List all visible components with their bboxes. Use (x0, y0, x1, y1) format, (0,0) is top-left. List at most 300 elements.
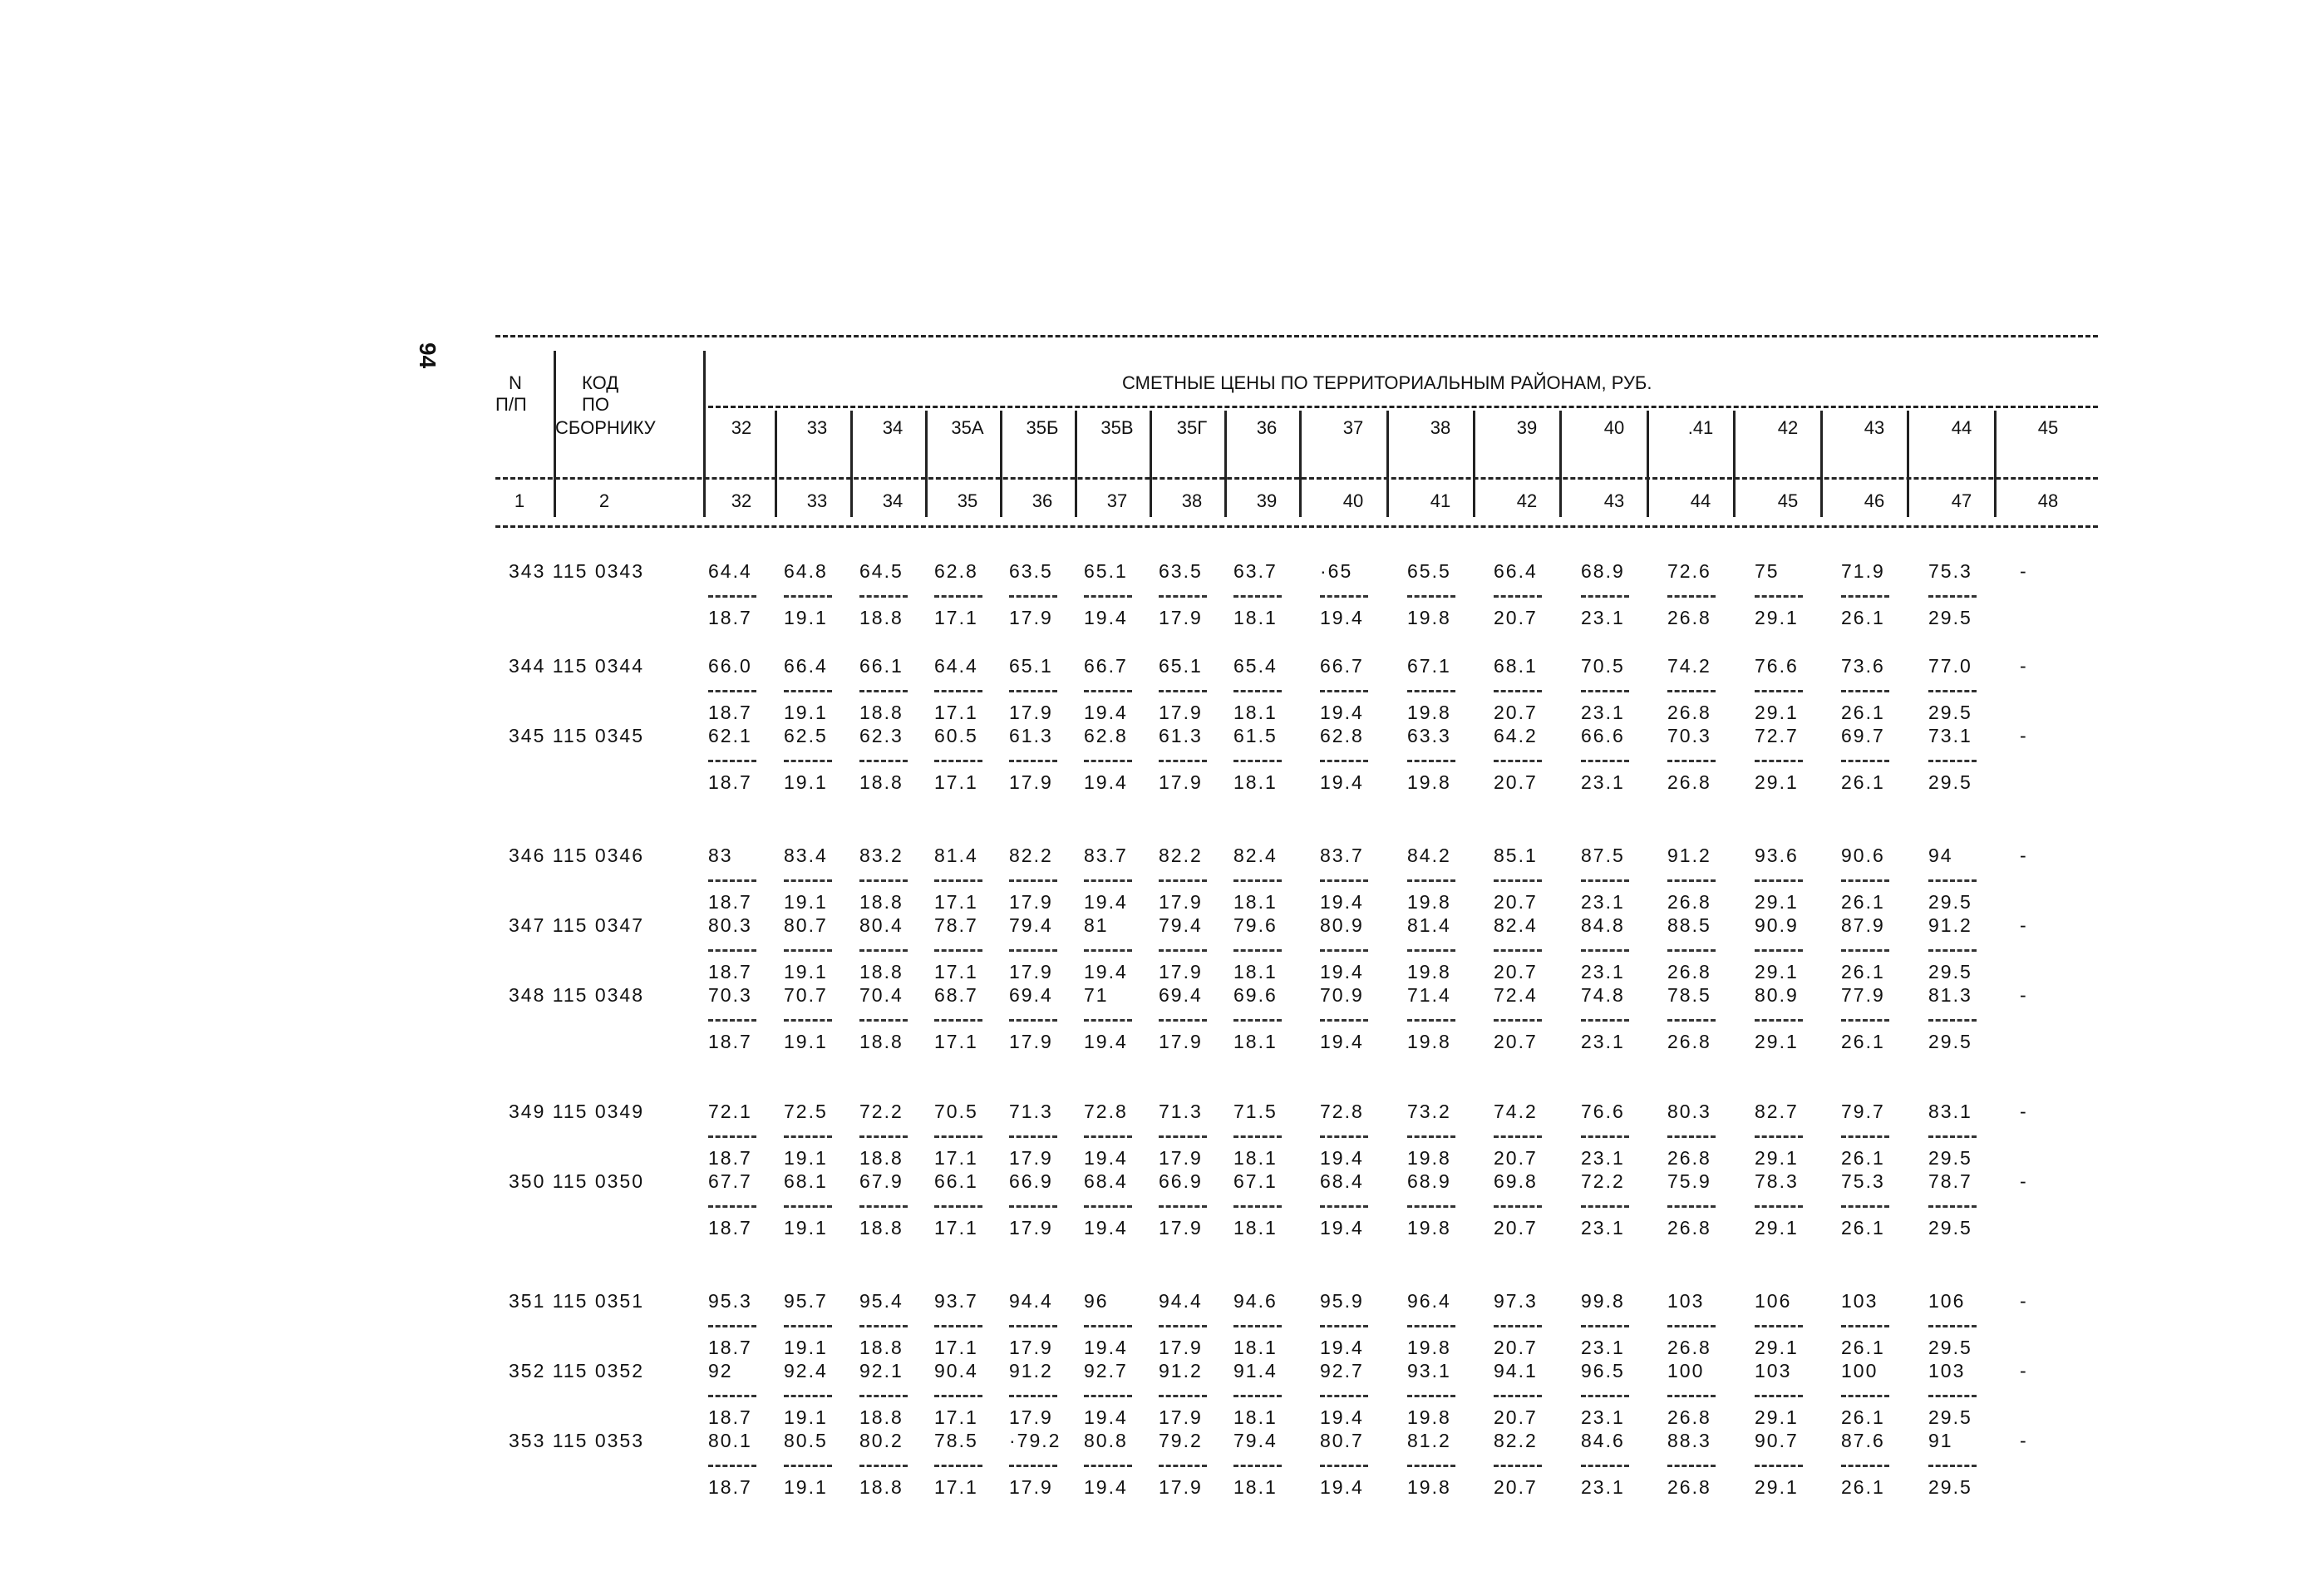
fraction-rule (1084, 949, 1132, 952)
price-value: 63.5 (1009, 560, 1053, 582)
price-value: 80.9 (1755, 984, 1799, 1006)
labor-value: 26.1 (1841, 771, 1885, 793)
fraction-rule (1009, 595, 1057, 598)
price-value: 79.4 (1233, 1430, 1278, 1451)
labor-value: 19.4 (1320, 891, 1364, 913)
labor-value: 18.7 (708, 1147, 752, 1169)
price-value: 67.7 (708, 1170, 752, 1192)
labor-value: 18.7 (708, 1406, 752, 1428)
labor-value: 17.9 (1159, 1337, 1203, 1358)
district-header: 37 (1342, 417, 1364, 438)
price-value: 92.7 (1320, 1360, 1364, 1381)
fraction-rule (1084, 879, 1132, 882)
header-code-label-po: ПО (582, 394, 609, 415)
fraction-rule (934, 1395, 982, 1397)
price-value: 71 (1084, 984, 1109, 1006)
labor-value: 19.4 (1084, 1147, 1128, 1169)
price-value: 73.2 (1407, 1101, 1451, 1122)
fraction-rule (1159, 1135, 1207, 1138)
price-value: 95.3 (708, 1290, 752, 1312)
labor-value: 19.4 (1320, 771, 1364, 793)
fraction-rule (1494, 1135, 1542, 1138)
fraction-rule (1407, 1205, 1455, 1208)
fraction-rule (708, 1019, 756, 1022)
price-value: 87.6 (1841, 1430, 1885, 1451)
price-value: 83.7 (1320, 845, 1364, 866)
fraction-rule (1841, 760, 1889, 762)
price-value: 72.2 (1581, 1170, 1625, 1192)
fraction-rule (1159, 760, 1207, 762)
labor-value: 17.9 (1009, 607, 1053, 628)
labor-value: 19.4 (1320, 1217, 1364, 1239)
labor-value: 23.1 (1581, 771, 1625, 793)
price-value: 74.2 (1667, 655, 1711, 677)
price-value: 62.8 (934, 560, 978, 582)
labor-value: 19.1 (784, 1406, 828, 1428)
price-value: 68.1 (1494, 655, 1538, 677)
price-value: 80.5 (784, 1430, 828, 1451)
labor-value: 18.8 (859, 1147, 904, 1169)
district-header: 32 (731, 417, 752, 438)
labor-value: 26.8 (1667, 1217, 1711, 1239)
price-value: 66.7 (1084, 655, 1128, 677)
fraction-rule (1841, 1019, 1889, 1022)
price-value: 73.6 (1841, 655, 1885, 677)
fraction-rule (1233, 949, 1282, 952)
price-value: 82.4 (1494, 914, 1538, 936)
fraction-rule (1233, 595, 1282, 598)
fraction-rule (1233, 1135, 1282, 1138)
labor-value: 17.9 (1159, 891, 1203, 913)
fraction-rule (1407, 879, 1455, 882)
fraction-rule (708, 1465, 756, 1467)
fraction-rule (859, 1135, 908, 1138)
price-value: 65.1 (1159, 655, 1203, 677)
price-value: 80.7 (784, 914, 828, 936)
price-value: 75.9 (1667, 1170, 1711, 1192)
fraction-rule (1233, 690, 1282, 692)
fraction-rule (708, 1395, 756, 1397)
price-value: 71.3 (1009, 1101, 1053, 1122)
price-value: 92.1 (859, 1360, 904, 1381)
fraction-rule (1009, 760, 1057, 762)
fraction-rule (1667, 690, 1716, 692)
labor-value: 18.7 (708, 607, 752, 628)
labor-value: 17.9 (1159, 771, 1203, 793)
labor-value: 26.1 (1841, 607, 1885, 628)
fraction-rule (1581, 879, 1629, 882)
labor-value: 17.9 (1159, 961, 1203, 983)
price-value: 80.3 (708, 914, 752, 936)
labor-value: 17.1 (934, 771, 978, 793)
row-code: 352 115 0352 (509, 1360, 644, 1381)
labor-value: 29.5 (1928, 1337, 1972, 1358)
labor-value: 29.1 (1755, 1476, 1799, 1498)
fraction-rule (1009, 1395, 1057, 1397)
labor-value: 17.9 (1009, 1476, 1053, 1498)
price-value: 74.8 (1581, 984, 1625, 1006)
labor-value: 19.4 (1320, 1031, 1364, 1052)
labor-value: 26.8 (1667, 702, 1711, 723)
labor-value: 26.1 (1841, 961, 1885, 983)
price-value: 64.8 (784, 560, 828, 582)
labor-value: 29.1 (1755, 702, 1799, 723)
price-value: 76.6 (1755, 655, 1799, 677)
fraction-rule (1233, 760, 1282, 762)
labor-value: 17.9 (1159, 1147, 1203, 1169)
price-value: 80.1 (708, 1430, 752, 1451)
fraction-rule (1084, 760, 1132, 762)
price-value: 74.2 (1494, 1101, 1538, 1122)
labor-value: 19.1 (784, 1337, 828, 1358)
row-code: 345 115 0345 (509, 725, 644, 746)
fraction-rule (1581, 1135, 1629, 1138)
fraction-rule (1159, 1325, 1207, 1327)
district-divider (1386, 411, 1389, 517)
empty-district-mark: - (2020, 984, 2028, 1006)
price-value: 70.5 (1581, 655, 1625, 677)
labor-value: 18.7 (708, 1031, 752, 1052)
fraction-rule (1841, 690, 1889, 692)
fraction-rule (1233, 879, 1282, 882)
fraction-rule (1581, 1325, 1629, 1327)
labor-value: 18.1 (1233, 771, 1278, 793)
price-value: 72.6 (1667, 560, 1711, 582)
header-bottom-rule (495, 525, 2098, 528)
labor-value: 19.1 (784, 607, 828, 628)
page-number: 94 (415, 342, 441, 369)
fraction-rule (784, 1325, 832, 1327)
labor-value: 19.4 (1320, 1406, 1364, 1428)
price-value: 94.6 (1233, 1290, 1278, 1312)
labor-value: 29.5 (1928, 961, 1972, 983)
labor-value: 19.4 (1084, 1406, 1128, 1428)
fraction-rule (1494, 1019, 1542, 1022)
fraction-rule (708, 949, 756, 952)
price-value: 67.1 (1407, 655, 1451, 677)
fraction-rule (1755, 1325, 1803, 1327)
fraction-rule (1581, 1465, 1629, 1467)
price-value: 63.5 (1159, 560, 1203, 582)
fraction-rule (784, 1395, 832, 1397)
labor-value: 19.8 (1407, 1476, 1451, 1498)
price-value: 70.5 (934, 1101, 978, 1122)
fraction-rule (859, 949, 908, 952)
price-value: 71.9 (1841, 560, 1885, 582)
labor-value: 17.9 (1009, 771, 1053, 793)
column-number: 35 (957, 490, 978, 511)
fraction-rule (1928, 1395, 1977, 1397)
fraction-rule (934, 760, 982, 762)
fraction-rule (1667, 1325, 1716, 1327)
labor-value: 26.1 (1841, 1337, 1885, 1358)
fraction-rule (1407, 1465, 1455, 1467)
fraction-rule (934, 1019, 982, 1022)
row-code: 349 115 0349 (509, 1101, 644, 1122)
fraction-rule (1320, 949, 1368, 952)
fraction-rule (1494, 760, 1542, 762)
labor-value: 18.7 (708, 1217, 752, 1239)
price-value: 93.7 (934, 1290, 978, 1312)
labor-value: 26.1 (1841, 1406, 1885, 1428)
header-mid-rule (495, 477, 2098, 480)
price-value: ·65 (1320, 560, 1353, 582)
fraction-rule (1581, 690, 1629, 692)
price-value: 82.2 (1009, 845, 1053, 866)
district-header: 42 (1777, 417, 1799, 438)
labor-value: 18.8 (859, 891, 904, 913)
labor-value: 18.1 (1233, 1476, 1278, 1498)
price-value: 100 (1841, 1360, 1878, 1381)
price-value: 64.4 (934, 655, 978, 677)
fraction-rule (934, 1135, 982, 1138)
price-value: 91.2 (1159, 1360, 1203, 1381)
fraction-rule (1928, 760, 1977, 762)
labor-value: 29.1 (1755, 1337, 1799, 1358)
labor-value: 18.7 (708, 1337, 752, 1358)
column-number: 42 (1516, 490, 1538, 511)
labor-value: 18.8 (859, 1406, 904, 1428)
district-header: 39 (1516, 417, 1538, 438)
labor-value: 19.8 (1407, 702, 1451, 723)
labor-value: 18.8 (859, 771, 904, 793)
fraction-rule (1667, 879, 1716, 882)
price-value: 66.0 (708, 655, 752, 677)
labor-value: 17.9 (1009, 702, 1053, 723)
fraction-rule (1755, 690, 1803, 692)
price-value: 79.7 (1841, 1101, 1885, 1122)
fraction-rule (934, 690, 982, 692)
district-divider (1994, 411, 1997, 517)
labor-value: 29.1 (1755, 771, 1799, 793)
labor-value: 20.7 (1494, 607, 1538, 628)
labor-value: 18.7 (708, 961, 752, 983)
labor-value: 20.7 (1494, 1147, 1538, 1169)
fraction-rule (934, 595, 982, 598)
labor-value: 29.1 (1755, 1147, 1799, 1169)
row-code: 353 115 0353 (509, 1430, 644, 1451)
labor-value: 20.7 (1494, 1476, 1538, 1498)
column-number: 40 (1342, 490, 1364, 511)
labor-value: 17.1 (934, 1406, 978, 1428)
price-value: 72.8 (1320, 1101, 1364, 1122)
labor-value: 29.1 (1755, 1031, 1799, 1052)
empty-district-mark: - (2020, 914, 2028, 936)
price-value: 75.3 (1928, 560, 1972, 582)
fraction-rule (1667, 595, 1716, 598)
fraction-rule (1581, 760, 1629, 762)
price-value: 83.7 (1084, 845, 1128, 866)
price-value: 69.7 (1841, 725, 1885, 746)
labor-value: 17.1 (934, 607, 978, 628)
labor-value: 18.1 (1233, 1147, 1278, 1169)
price-value: 62.8 (1320, 725, 1364, 746)
fraction-rule (784, 760, 832, 762)
labor-value: 17.9 (1009, 1217, 1053, 1239)
fraction-rule (1581, 595, 1629, 598)
fraction-rule (859, 1465, 908, 1467)
fraction-rule (1407, 1019, 1455, 1022)
price-value: 64.4 (708, 560, 752, 582)
price-value: 66.1 (934, 1170, 978, 1192)
column-number: 43 (1603, 490, 1625, 511)
fraction-rule (1928, 690, 1977, 692)
fraction-rule (1581, 1205, 1629, 1208)
price-value: 70.7 (784, 984, 828, 1006)
price-value: 66.6 (1581, 725, 1625, 746)
price-value: 93.1 (1407, 1360, 1451, 1381)
price-value: 103 (1841, 1290, 1878, 1312)
price-value: 90.7 (1755, 1430, 1799, 1451)
labor-value: 17.9 (1009, 1337, 1053, 1358)
labor-value: 19.8 (1407, 961, 1451, 983)
price-value: 71.4 (1407, 984, 1451, 1006)
price-value: 64.5 (859, 560, 904, 582)
labor-value: 18.8 (859, 607, 904, 628)
price-value: 83 (708, 845, 733, 866)
fraction-rule (1084, 1205, 1132, 1208)
fraction-rule (1159, 595, 1207, 598)
price-value: 68.9 (1407, 1170, 1451, 1192)
fraction-rule (1159, 690, 1207, 692)
labor-value: 18.8 (859, 1217, 904, 1239)
price-value: 61.3 (1159, 725, 1203, 746)
labor-value: 18.8 (859, 1337, 904, 1358)
fraction-rule (1320, 1019, 1368, 1022)
labor-value: 19.4 (1320, 1476, 1364, 1498)
column-number: 44 (1690, 490, 1711, 511)
labor-value: 17.1 (934, 1476, 978, 1498)
district-header: 35Б (1026, 417, 1059, 438)
price-value: 71.5 (1233, 1101, 1278, 1122)
district-divider (1075, 411, 1077, 517)
price-value: 80.4 (859, 914, 904, 936)
district-divider (1299, 411, 1302, 517)
price-value: 94.1 (1494, 1360, 1538, 1381)
district-header: 33 (806, 417, 828, 438)
district-divider (925, 411, 928, 517)
price-value: 67.1 (1233, 1170, 1278, 1192)
price-value: 69.6 (1233, 984, 1278, 1006)
price-value: 99.8 (1581, 1290, 1625, 1312)
labor-value: 20.7 (1494, 771, 1538, 793)
fraction-rule (1407, 690, 1455, 692)
price-value: 66.4 (1494, 560, 1538, 582)
fraction-rule (1755, 1019, 1803, 1022)
labor-value: 29.5 (1928, 771, 1972, 793)
row-code: 350 115 0350 (509, 1170, 644, 1192)
labor-value: 19.4 (1084, 702, 1128, 723)
district-divider (1224, 411, 1227, 517)
fraction-rule (1667, 1465, 1716, 1467)
fraction-rule (1928, 1325, 1977, 1327)
fraction-rule (1928, 1465, 1977, 1467)
labor-value: 19.8 (1407, 771, 1451, 793)
labor-value: 26.8 (1667, 1476, 1711, 1498)
price-value: 62.1 (708, 725, 752, 746)
price-value: 78.5 (934, 1430, 978, 1451)
labor-value: 17.9 (1009, 1031, 1053, 1052)
labor-value: 23.1 (1581, 1337, 1625, 1358)
fraction-rule (708, 595, 756, 598)
labor-value: 18.1 (1233, 1031, 1278, 1052)
header-divider-2 (703, 351, 706, 517)
labor-value: 29.5 (1928, 891, 1972, 913)
price-value: 82.4 (1233, 845, 1278, 866)
fraction-rule (1084, 595, 1132, 598)
fraction-rule (708, 1135, 756, 1138)
labor-value: 18.1 (1233, 1406, 1278, 1428)
labor-value: 23.1 (1581, 1031, 1625, 1052)
labor-value: 20.7 (1494, 961, 1538, 983)
fraction-rule (1667, 1135, 1716, 1138)
price-value: 63.7 (1233, 560, 1278, 582)
price-value: 82.2 (1159, 845, 1203, 866)
price-value: 72.8 (1084, 1101, 1128, 1122)
fraction-rule (1084, 1395, 1132, 1397)
price-value: 73.1 (1928, 725, 1972, 746)
price-value: 78.5 (1667, 984, 1711, 1006)
fraction-rule (934, 879, 982, 882)
district-header: 35Г (1176, 417, 1208, 438)
price-value: 75 (1755, 560, 1780, 582)
price-value: 103 (1928, 1360, 1966, 1381)
fraction-rule (1233, 1325, 1282, 1327)
column-number: 2 (598, 490, 610, 511)
price-value: 95.4 (859, 1290, 904, 1312)
fraction-rule (1755, 760, 1803, 762)
labor-value: 18.7 (708, 702, 752, 723)
fraction-rule (1581, 1019, 1629, 1022)
row-code: 346 115 0346 (509, 845, 644, 866)
fraction-rule (784, 1465, 832, 1467)
labor-value: 26.8 (1667, 1031, 1711, 1052)
labor-value: 19.4 (1084, 1031, 1128, 1052)
price-value: 87.5 (1581, 845, 1625, 866)
price-value: 62.5 (784, 725, 828, 746)
price-value: 70.3 (1667, 725, 1711, 746)
price-value: 65.1 (1084, 560, 1128, 582)
price-value: 62.8 (1084, 725, 1128, 746)
fraction-rule (859, 760, 908, 762)
price-value: 61.5 (1233, 725, 1278, 746)
price-value: 65.4 (1233, 655, 1278, 677)
price-value: 66.7 (1320, 655, 1364, 677)
fraction-rule (708, 879, 756, 882)
labor-value: 17.1 (934, 1217, 978, 1239)
column-number: 39 (1256, 490, 1278, 511)
price-value: 96.5 (1581, 1360, 1625, 1381)
price-value: 84.6 (1581, 1430, 1625, 1451)
fraction-rule (1009, 690, 1057, 692)
empty-district-mark: - (2020, 560, 2028, 582)
price-value: 70.9 (1320, 984, 1364, 1006)
labor-value: 19.8 (1407, 1147, 1451, 1169)
fraction-rule (1667, 760, 1716, 762)
price-value: 78.7 (1928, 1170, 1972, 1192)
labor-value: 17.9 (1009, 961, 1053, 983)
labor-value: 19.4 (1084, 607, 1128, 628)
price-value: 67.9 (859, 1170, 904, 1192)
labor-value: 29.5 (1928, 1147, 1972, 1169)
labor-value: 17.9 (1009, 891, 1053, 913)
price-value: 103 (1667, 1290, 1705, 1312)
price-value: 68.4 (1084, 1170, 1128, 1192)
price-value: 84.8 (1581, 914, 1625, 936)
price-value: 92.4 (784, 1360, 828, 1381)
fraction-rule (1928, 595, 1977, 598)
fraction-rule (1841, 1325, 1889, 1327)
